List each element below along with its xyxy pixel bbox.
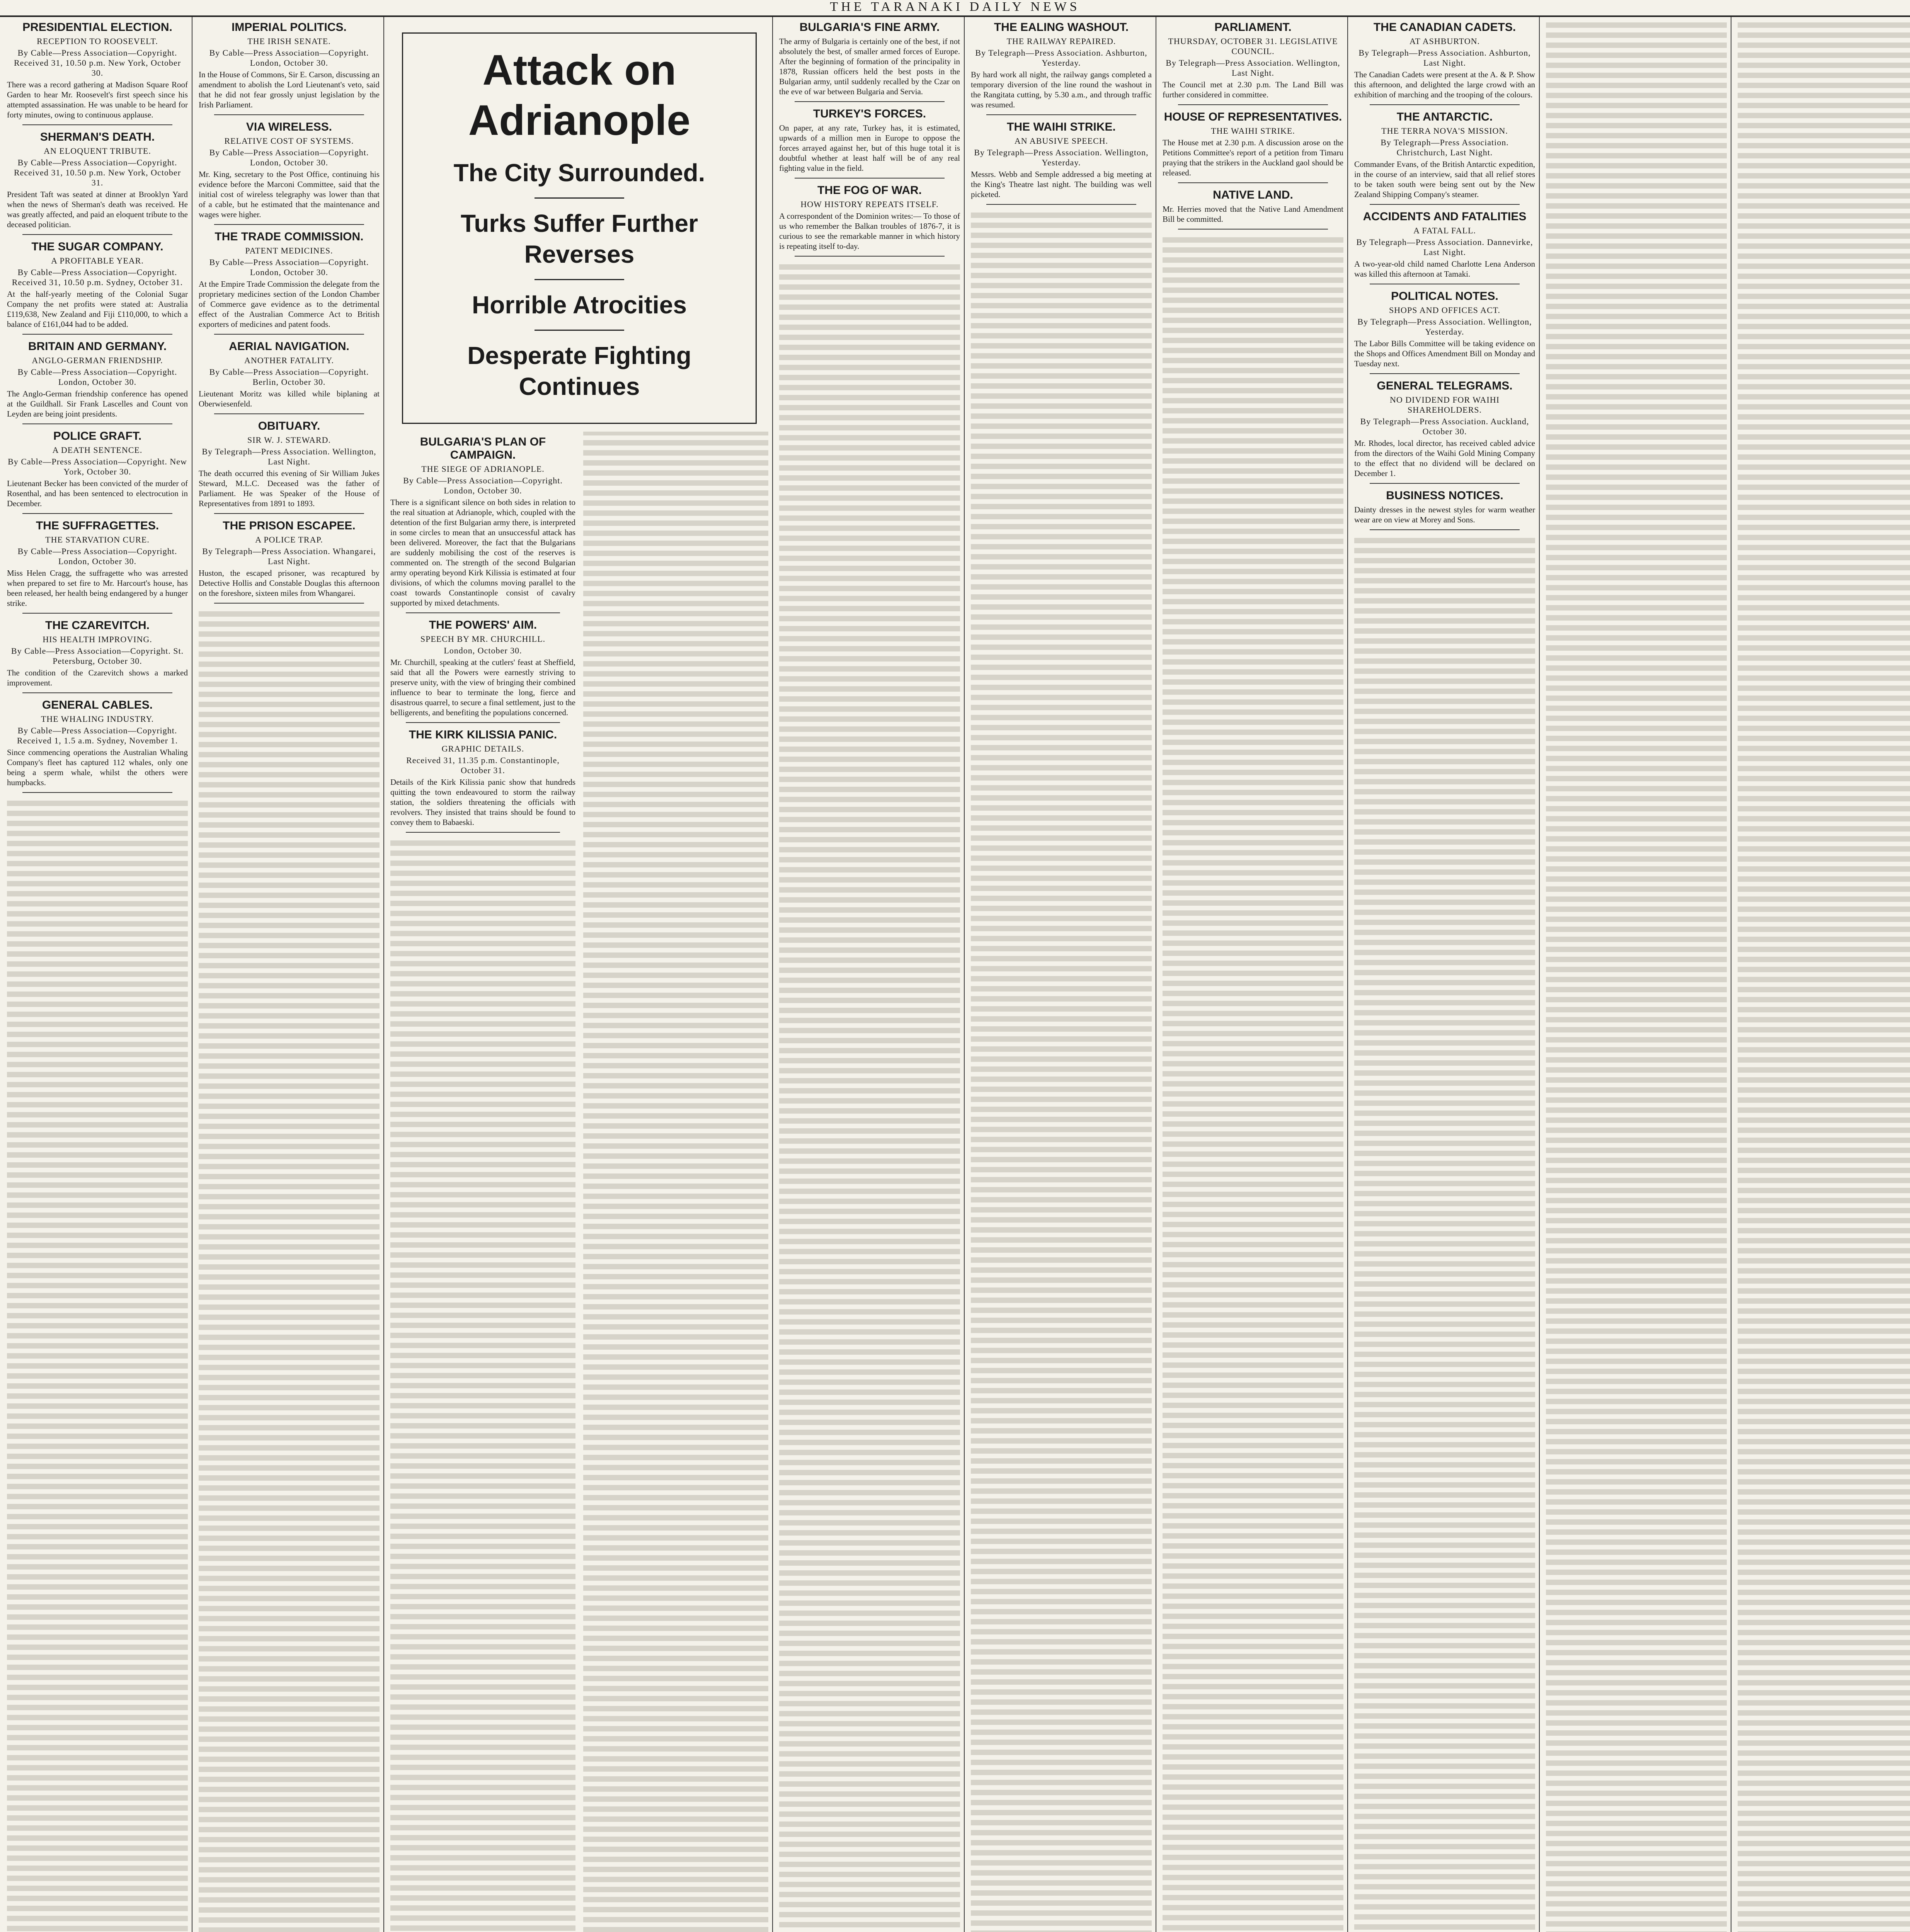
article-byline: By Telegraph—Press Association. Auckland, October 30. [1360,417,1529,436]
article [7,430,188,514]
lead-deck-2: Turks Suffer Further Reverses [461,209,698,268]
body-text-filler [1163,235,1343,1932]
article-subhead: AN ABUSIVE SPEECH. [1014,136,1108,146]
article-body: Mr. Herries moved that the Native Land Amendment Bill be committed. [1163,204,1343,224]
article-body: Mr. King, secretary to the Post Office, continuing his evidence before the Marconi Committee, said that the initial cost of wireless telegraphy was lower than that of a cable, but he estimated that the maintenance and wages were higher. [199,170,380,219]
article-subhead: THE SIEGE OF ADRIANOPLE. [421,464,545,474]
article-byline: By Telegraph—Press Association. Wellington, Yesterday. [1357,317,1532,337]
article-body: There was a record gathering at Madison Square Roof Garden to hear Mr. Roosevelt's first speech since his attempted assassination. He was unable to be heard for forty minutes, owing to continuous applause. [7,80,188,119]
article-headline: TURKEY'S FORCES. [813,107,926,120]
article [390,435,575,613]
article-byline: By Telegraph—Press Association. Whangarei, Last Night. [202,546,376,566]
article-headline: THE SUFFRAGETTES. [36,519,159,532]
article-body: By hard work all night, the railway gangs completed a temporary diversion of the line round the washout in the Rangitata cutting, by 5.30 a.m., and through traffic was resumed. [971,70,1152,109]
article-body: The House met at 2.30 p.m. A discussion arose on the Petitions Committee's report of a petition from Timaru praying that the strikers in the Auckland gaol should be released. [1163,138,1343,177]
article-subhead: ANOTHER FATALITY. [244,355,334,365]
article [1354,290,1535,374]
column-9 [1734,17,1910,1932]
article-byline: By Telegraph—Press Association. Christchurch, Last Night. [1381,138,1509,157]
article-subhead: A POLICE TRAP. [255,535,323,544]
lead-deck-1: The City Surrounded. [453,159,705,187]
article-byline: By Cable—Press Association—Copyright. New York, October 30. [8,457,187,476]
body-text-filler [971,210,1152,1932]
article [1163,21,1343,105]
article-subhead: THE TERRA NOVA'S MISSION. [1381,126,1508,136]
article [390,728,575,833]
article-headline: THE PRISON ESCAPEE. [223,519,356,532]
column-2 [195,17,384,1932]
article-subhead: AN ELOQUENT TRIBUTE. [44,146,151,156]
article-headline: THE FOG OF WAR. [817,184,922,197]
lead-deck-4: Desperate Fighting Continues [467,342,691,400]
article-headline: THE KIRK KILISSIA PANIC. [409,728,557,741]
article-headline: THE SUGAR COMPANY. [31,240,163,253]
article-subhead: RECEPTION TO ROOSEVELT. [37,36,158,46]
article-byline: By Telegraph—Press Association. Dannevirke, Last Night. [1356,237,1533,257]
article-body: The death occurred this evening of Sir William Jukes Steward, M.L.C. Deceased was the father of Parliament. He was Speaker of the House of Representatives from 1891 to 1893. [199,469,380,508]
article-body: A correspondent of the Dominion writes:— To those of us who remember the Balkan troubles of 1876-7, it is curious to see the remarkable manner in which history is repeating itself to-day. [779,211,960,251]
article [7,240,188,335]
article [1354,21,1535,105]
article-byline: By Cable—Press Association—Copyright. Received 31, 10.50 p.m. Sydney, October 31. [12,267,183,287]
article-byline: By Telegraph—Press Association. Wellington, Last Night. [202,447,376,466]
article-byline: By Cable—Press Association—Copyright. Received 31, 10.50 p.m. New York, October 30. [14,48,181,78]
body-text-filler [1738,20,1910,1932]
article-byline: By Cable—Press Association—Copyright. London, October 30. [17,367,177,387]
article-subhead: THE STARVATION CURE. [45,535,150,544]
article-headline: POLITICAL NOTES. [1391,290,1498,303]
article-headline: BULGARIA'S FINE ARMY. [799,21,940,34]
article-body: President Taft was seated at dinner at Brooklyn Yard when the news of Sherman's death was received. He was greatly affected, and paid an eloquent tribute to the deceased politician. [7,190,188,229]
lead-sections [390,432,768,1932]
lead-headline-box [402,32,757,424]
article-body: Messrs. Webb and Semple addressed a big meeting at the King's Theatre last night. The building was well picketed. [971,170,1152,199]
article-subhead: HOW HISTORY REPEATS ITSELF. [800,199,939,209]
article [199,420,380,514]
article-body: Details of the Kirk Kilissia panic show that hundreds quitting the town endeavoured to storm the railway station, the soldiers threatening the officials with revolvers. They insisted that trains should be found to convey them to Babaeski. [390,777,575,827]
article-headline: OBITUARY. [258,420,320,432]
article-body: The army of Bulgaria is certainly one of the best, if not absolutely the best, of smaller armed forces of Europe. After the beginning of formation of the principality in 1878, Russian officers held the best posts in the Bulgarian army, until suddenly recalled by the Czar on the eve of war between Bulgaria and Servia. [779,37,960,96]
masthead: THE TARANAKI DAILY NEWS [0,0,1910,17]
article-body: At the half-yearly meeting of the Colonial Sugar Company the net profits were stated at: Australia £119,638, New Zealand and Fiji £110,000, to which a balance of £161,044 had to be added. [7,289,188,329]
article-body: Huston, the escaped prisoner, was recaptured by Detective Hollis and Constable Douglas this afternoon on the foreshore, sixteen miles from Whangarei. [199,568,380,598]
article [779,184,960,257]
article-subhead: THE IRISH SENATE. [247,36,331,46]
article-headline: ACCIDENTS AND FATALITIES [1363,210,1527,223]
article-headline: GENERAL CABLES. [42,699,153,711]
article-byline: By Telegraph—Press Association. Ashburton, Yesterday. [975,48,1147,68]
article-body: Lieutenant Becker has been convicted of the murder of Rosenthal, and has been sentenced to electrocution in December. [7,479,188,508]
column-5 [967,17,1156,1932]
article-subhead: HIS HEALTH IMPROVING. [43,634,152,644]
article-headline: THE EALING WASHOUT. [994,21,1129,34]
article-body: In the House of Commons, Sir E. Carson, discussing an amendment to abolish the Lord Lieutenant's veto, said that he did not fear grossly unjust legislation by the Irish Parliament. [199,70,380,109]
article [390,619,575,723]
article-subhead: NO DIVIDEND FOR WAIHI SHAREHOLDERS. [1390,395,1500,415]
article-body: Since commencing operations the Australian Whaling Company's fleet has captured 112 whales, only one being a sperm whale, whilst the others were humpbacks. [7,748,188,787]
article-subhead: RELATIVE COST OF SYSTEMS. [224,136,354,146]
body-text-filler [1546,20,1727,1932]
article-body: Commander Evans, of the British Antarctic expedition, in the course of an interview, said that all relief stores to be taken south were being sent out by the New Zealand Shipping Company's steamer. [1354,160,1535,199]
article-byline: By Telegraph—Press Association. Wellington, Last Night. [1166,58,1340,78]
article-headline: PARLIAMENT. [1214,21,1292,34]
article-body: Mr. Churchill, speaking at the cutlers' feast at Sheffield, said that all the Powers were earnestly striving to preserve unity, with the view of bringing their combined influence to bear to terminate the long, fierce and disastrous quarrel, to secure a final settlement, just to the belligerents, and benefiting the populations concerned. [390,658,575,717]
article-byline: By Cable—Press Association—Copyright. London, October 30. [403,476,563,495]
article [199,519,380,604]
article-body: The Canadian Cadets were present at the A. & P. Show this afternoon, and delighted the large crowd with an exhibition of marching and the trooping of the colours. [1354,70,1535,99]
article [7,519,188,614]
article-headline: NATIVE LAND. [1213,189,1293,201]
article-byline: By Telegraph—Press Association. Ashburton, Last Night. [1358,48,1531,68]
article [199,340,380,414]
body-text-filler [7,798,188,1932]
article-headline: PRESIDENTIAL ELECTION. [22,21,172,34]
article [199,21,380,115]
article-body: The condition of the Czarevitch shows a marked improvement. [7,668,188,687]
column-1 [3,17,192,1932]
column-6 [1159,17,1348,1932]
article-headline: HOUSE OF REPRESENTATIVES. [1164,111,1342,123]
body-text-filler [199,609,380,1932]
article-headline: GENERAL TELEGRAMS. [1377,379,1513,392]
article-byline: By Cable—Press Association—Copyright. Received 1, 1.5 a.m. Sydney, November 1. [17,726,178,745]
article-headline: AERIAL NAVIGATION. [229,340,349,353]
article-byline: By Cable—Press Association—Copyright. Berlin, October 30. [209,367,369,387]
article-headline: IMPERIAL POLITICS. [232,21,347,34]
article [199,121,380,225]
article [199,230,380,335]
article-body: Dainty dresses in the newest styles for warm weather wear are on view at Morey and Sons. [1354,505,1535,524]
article [1354,489,1535,530]
article [1354,379,1535,484]
article [7,21,188,125]
article-byline: London, October 30. [444,646,522,655]
article [1163,111,1343,183]
column-7 [1350,17,1540,1932]
article-byline: By Cable—Press Association—Copyright. London, October 30. [209,257,369,277]
article-byline: By Cable—Press Association—Copyright. London, October 30. [17,546,177,566]
article [7,340,188,424]
article-headline: THE CZAREVITCH. [45,619,150,632]
article-body: Miss Helen Cragg, the suffragette who was arrested when prepared to set fire to Mr. Harcourt's house, has been released, her health being endangered by a hunger strike. [7,568,188,608]
article-body: There is a significant silence on both sides in relation to the real situation at Adrianople, which, coupled with the detention of the first Bulgarian army there, is interpreted in some circles to mean that an unsuccessful attack has been delivered. Moreover, the fact that the Bulgarians are suddenly mobilising the cost of the reserves is commented on. The strength of the second Bulgarian army operating beyond Kirk Kilissia is estimated at four divisions, of which the columns moving parallel to the coast towards Constantinople consist of cavalry supported by mixed detachments. [390,498,575,607]
article [7,131,188,235]
article-headline: THE ANTARCTIC. [1396,111,1493,123]
lead-deck-3: Horrible Atrocities [472,291,687,319]
article-headline: THE TRADE COMMISSION. [214,230,364,243]
article-body: At the Empire Trade Commission the delegate from the proprietary medicines section of the London Chamber of Commerce gave evidence as to the detrimental effect of the Australian Commerce Act to British exporters of medicines and patent foods. [199,279,380,329]
body-text-filler [1354,536,1535,1932]
article [7,699,188,793]
article [1163,189,1343,230]
article-headline: SHERMAN'S DEATH. [40,131,155,143]
article-body: The Labor Bills Committee will be taking evidence on the Shops and Offices Amendment Bill on Monday and Tuesday next. [1354,339,1535,368]
article-byline: By Telegraph—Press Association. Wellington, Yesterday. [974,148,1149,167]
article [1354,111,1535,205]
article-headline: VIA WIRELESS. [246,121,332,133]
article-headline: THE POWERS' AIM. [429,619,537,631]
article-headline: BULGARIA'S PLAN OF CAMPAIGN. [420,435,546,461]
article-subhead: THE RAILWAY REPAIRED. [1006,36,1116,46]
article-subhead: THURSDAY, OCTOBER 31. LEGISLATIVE COUNCIL. [1168,36,1338,56]
article-subhead: THE WAIHI STRIKE. [1211,126,1295,136]
article-subhead: A DEATH SENTENCE. [52,445,143,455]
body-text-filler [779,262,960,1932]
article-subhead: PATENT MEDICINES. [245,246,333,255]
article-headline: BUSINESS NOTICES. [1386,489,1503,502]
article-headline: POLICE GRAFT. [53,430,142,442]
article-body: The Council met at 2.30 p.m. The Land Bill was further considered in committee. [1163,80,1343,99]
article [1354,210,1535,284]
article-byline: By Cable—Press Association—Copyright. Received 31, 10.50 p.m. New York, October 31. [14,158,181,187]
article-subhead: THE WHALING INDUSTRY. [41,714,154,724]
article-subhead: AT ASHBURTON. [1409,36,1480,46]
column-8 [1542,17,1731,1932]
article-byline: By Cable—Press Association—Copyright. St. Petersburg, October 30. [11,646,184,666]
columns [3,17,1907,1932]
article-byline: By Cable—Press Association—Copyright. London, October 30. [209,48,369,68]
lead-headline: Attack on Adrianople [468,46,691,144]
article-body: Mr. Rhodes, local director, has received cabled advice from the directors of the Waihi Gold Mining Company to the effect that no dividend will be declared on December 1. [1354,439,1535,478]
article-body: A two-year-old child named Charlotte Lena Anderson was killed this afternoon at Tamaki. [1354,259,1535,279]
article-body: Lieutenant Moritz was killed while biplaning at Oberwiesenfeld. [199,389,380,408]
article-body: The Anglo-German friendship conference has opened at the Guildhall. Sir Frank Lascelles and Count von Leyden are being joint presidents. [7,389,188,418]
article-headline: BRITAIN AND GERMANY. [28,340,167,353]
article [779,21,960,102]
article-subhead: A PROFITABLE YEAR. [51,256,144,265]
lead-story-column [386,17,773,1932]
article-subhead: SPEECH BY MR. CHURCHILL. [420,634,546,644]
article-headline: THE CANADIAN CADETS. [1373,21,1516,34]
article-headline: THE WAIHI STRIKE. [1007,121,1116,133]
article [971,121,1152,205]
article [7,619,188,693]
article-subhead: SHOPS AND OFFICES ACT. [1389,305,1501,315]
article [779,107,960,179]
article [971,21,1152,115]
article-byline: Received 31, 11.35 p.m. Constantinople, October 31. [406,755,560,775]
article-byline: By Cable—Press Association—Copyright. London, October 30. [209,148,369,167]
article-subhead: ANGLO-GERMAN FRIENDSHIP. [32,355,163,365]
article-subhead: SIR W. J. STEWARD. [247,435,331,445]
article-subhead: A FATAL FALL. [1413,226,1476,235]
article-body: On paper, at any rate, Turkey has, it is estimated, upwards of a million men in Europe to oppose the forces arrayed against her, but of this huge total it is doubtful whether at least half will be of any real fighting value in the field. [779,123,960,173]
column-4 [775,17,965,1932]
article-subhead: GRAPHIC DETAILS. [441,744,524,753]
